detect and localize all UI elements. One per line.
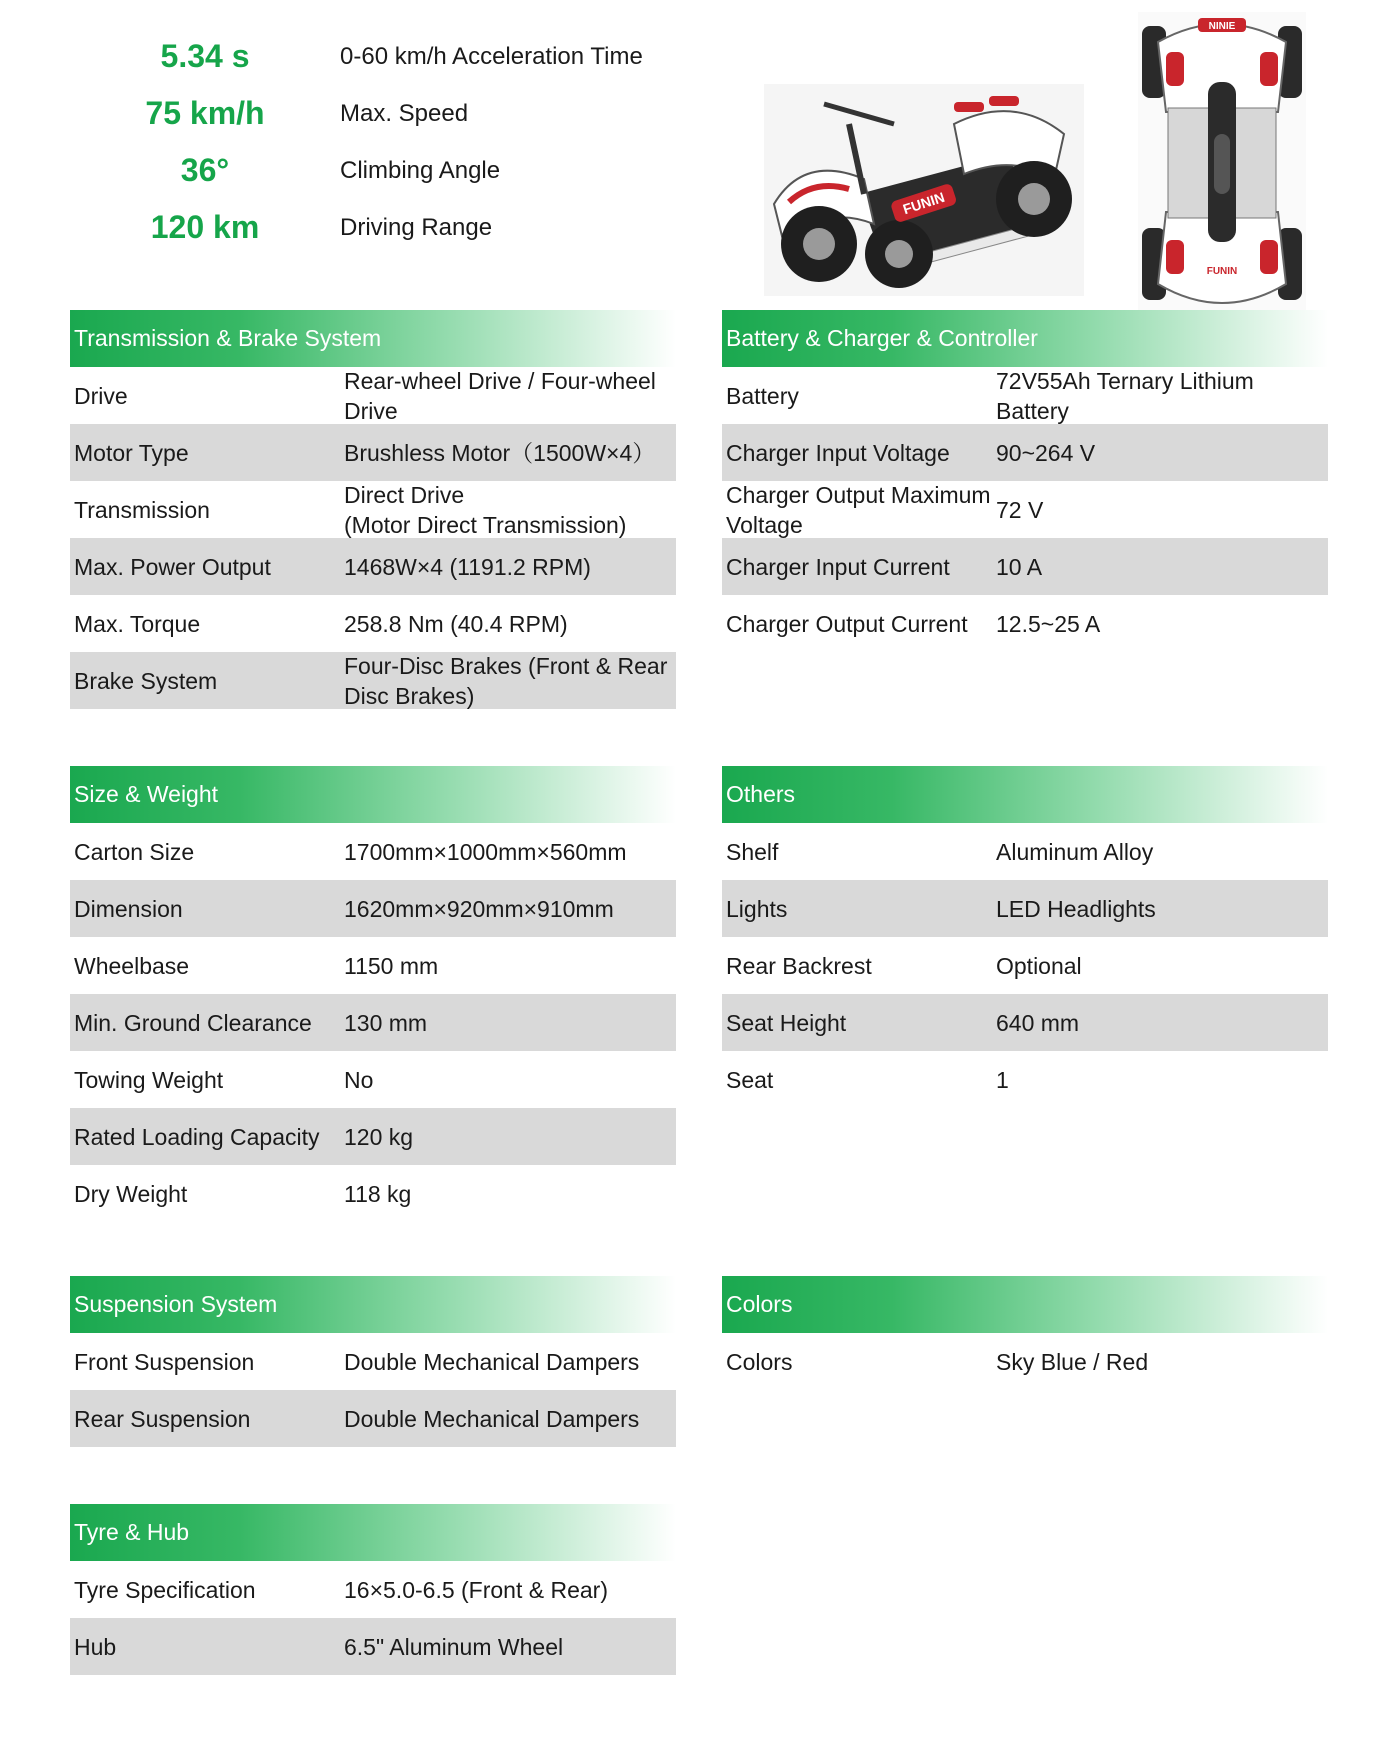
spec-value: 1620mm×920mm×910mm (344, 895, 614, 922)
stat-value: 120 km (150, 209, 260, 245)
stat-label: Climbing Angle (340, 156, 501, 184)
spec-row (70, 1390, 676, 1447)
spec-value: LED Headlights (996, 895, 1156, 922)
spec-row (70, 481, 676, 538)
spec-value: 6.5" Aluminum Wheel (344, 1633, 564, 1660)
atv-top-illustration (1138, 12, 1306, 314)
section-suspension (70, 1276, 676, 1447)
spec-key: Lights (726, 895, 788, 922)
spec-key: Rear Backrest (726, 952, 872, 979)
spec-key: Min. Ground Clearance (74, 1009, 312, 1036)
section-size-weight (70, 766, 676, 1222)
spec-row (722, 424, 1328, 481)
spec-key: Tyre Specification (74, 1576, 256, 1603)
spec-key: Rated Loading Capacity (74, 1123, 320, 1150)
spec-key: Towing Weight (74, 1066, 224, 1093)
spec-value: Brushless Motor（1500W×4） (344, 439, 656, 466)
section-header: Others (722, 766, 1328, 823)
atv-side-illustration (764, 84, 1084, 296)
spec-key: Wheelbase (74, 952, 190, 979)
spec-value: 1 (996, 1066, 1009, 1093)
spec-key: Front Suspension (74, 1348, 255, 1375)
spec-row (70, 1618, 676, 1675)
spec-value: 16×5.0-6.5 (Front & Rear) (344, 1576, 608, 1603)
spec-row (70, 652, 676, 709)
spec-value: 10 A (996, 553, 1043, 580)
spec-key: Battery (726, 382, 799, 409)
section-others (722, 766, 1328, 1108)
stat-label: 0-60 km/h Acceleration Time (340, 42, 643, 70)
spec-value: 258.8 Nm (40.4 RPM) (344, 610, 568, 637)
spec-row (70, 538, 676, 595)
spec-value: 1700mm×1000mm×560mm (344, 838, 627, 865)
spec-value: Optional (996, 952, 1082, 979)
spec-row (70, 595, 676, 652)
spec-value: No (344, 1066, 374, 1093)
spec-key: Colors (726, 1348, 793, 1375)
spec-key: Drive (74, 382, 128, 409)
spec-row (722, 595, 1328, 652)
section-header: Colors (722, 1276, 1328, 1333)
stat-value: 5.34 s (160, 38, 250, 74)
spec-value: 12.5~25 A (996, 610, 1101, 637)
section-transmission-brake (70, 310, 676, 709)
spec-value: 1468W×4 (1191.2 RPM) (344, 553, 591, 580)
section-battery-charger (722, 310, 1328, 652)
spec-row (70, 424, 676, 481)
spec-row (722, 481, 1328, 538)
spec-key: Max. Power Output (74, 553, 271, 580)
spec-row (722, 1333, 1328, 1390)
spec-key: Dry Weight (74, 1180, 188, 1207)
section-header: Size & Weight (70, 766, 676, 823)
spec-row (70, 880, 676, 937)
spec-row (722, 1051, 1328, 1108)
spec-key: Seat (726, 1066, 774, 1093)
spec-value: Double Mechanical Dampers (344, 1405, 640, 1432)
spec-row (722, 823, 1328, 880)
spec-key: Charger Input Current (726, 553, 950, 580)
spec-key: Hub (74, 1633, 117, 1660)
spec-value: Double Mechanical Dampers (344, 1348, 640, 1375)
spec-key: Charger Output Current (726, 610, 968, 637)
spec-row (70, 1165, 676, 1222)
spec-key: Charger Output Maximum Voltage (726, 481, 991, 538)
spec-value: 1150 mm (344, 952, 439, 979)
stat-value: 36° (180, 152, 230, 188)
stat-label: Driving Range (340, 213, 493, 241)
spec-row (70, 367, 676, 424)
stat-max-speed (70, 85, 690, 142)
section-header: Tyre & Hub (70, 1504, 676, 1561)
spec-row (70, 1333, 676, 1390)
spec-key: Rear Suspension (74, 1405, 251, 1432)
key-stats (70, 28, 690, 256)
spec-value: 72V55Ah Ternary Lithium Battery (996, 367, 1254, 424)
spec-row (70, 823, 676, 880)
spec-row (722, 937, 1328, 994)
stat-value: 75 km/h (145, 95, 265, 131)
brand-logo-text: FUNIN (1206, 266, 1238, 277)
spec-key: Shelf (726, 838, 779, 865)
spec-row (722, 994, 1328, 1051)
spec-key: Transmission (74, 496, 210, 523)
spec-value: 120 kg (344, 1123, 414, 1150)
section-header: Suspension System (70, 1276, 676, 1333)
spec-row (722, 367, 1328, 424)
stat-driving-range (70, 199, 690, 256)
product-top-view-image (1138, 12, 1306, 314)
spec-value: Aluminum Alloy (996, 838, 1154, 865)
product-side-view-image (764, 84, 1084, 296)
spec-value: Direct Drive (Motor Direct Transmission) (344, 481, 627, 538)
spec-value: 90~264 V (996, 439, 1096, 466)
spec-row (70, 994, 676, 1051)
stat-label: Max. Speed (340, 99, 469, 127)
spec-value: Sky Blue / Red (996, 1348, 1149, 1375)
stat-climbing-angle (70, 142, 690, 199)
spec-row (70, 937, 676, 994)
spec-value: Four-Disc Brakes (Front & Rear Disc Brakes) (344, 652, 668, 709)
section-header: Battery & Charger & Controller (722, 310, 1328, 367)
spec-row (722, 880, 1328, 937)
brand-logo-text: FUNIN (900, 188, 947, 218)
section-tyre-hub (70, 1504, 676, 1675)
spec-key: Charger Input Voltage (726, 439, 950, 466)
badge-logo-text: NINIE (1208, 21, 1236, 32)
spec-row (70, 1108, 676, 1165)
spec-key: Max. Torque (74, 610, 201, 637)
section-colors (722, 1276, 1328, 1390)
stat-acceleration (70, 28, 690, 85)
spec-value: Rear-wheel Drive / Four-wheel Drive (344, 367, 656, 424)
spec-key: Carton Size (74, 838, 195, 865)
spec-row (70, 1051, 676, 1108)
spec-row (70, 1561, 676, 1618)
spec-value: 72 V (996, 496, 1044, 523)
spec-value: 640 mm (996, 1009, 1080, 1036)
spec-key: Seat Height (726, 1009, 847, 1036)
spec-row (722, 538, 1328, 595)
spec-value: 118 kg (344, 1180, 412, 1207)
spec-key: Dimension (74, 895, 183, 922)
spec-key: Brake System (74, 667, 218, 694)
section-header: Transmission & Brake System (70, 310, 676, 367)
spec-key: Motor Type (74, 439, 189, 466)
spec-value: 130 mm (344, 1009, 428, 1036)
